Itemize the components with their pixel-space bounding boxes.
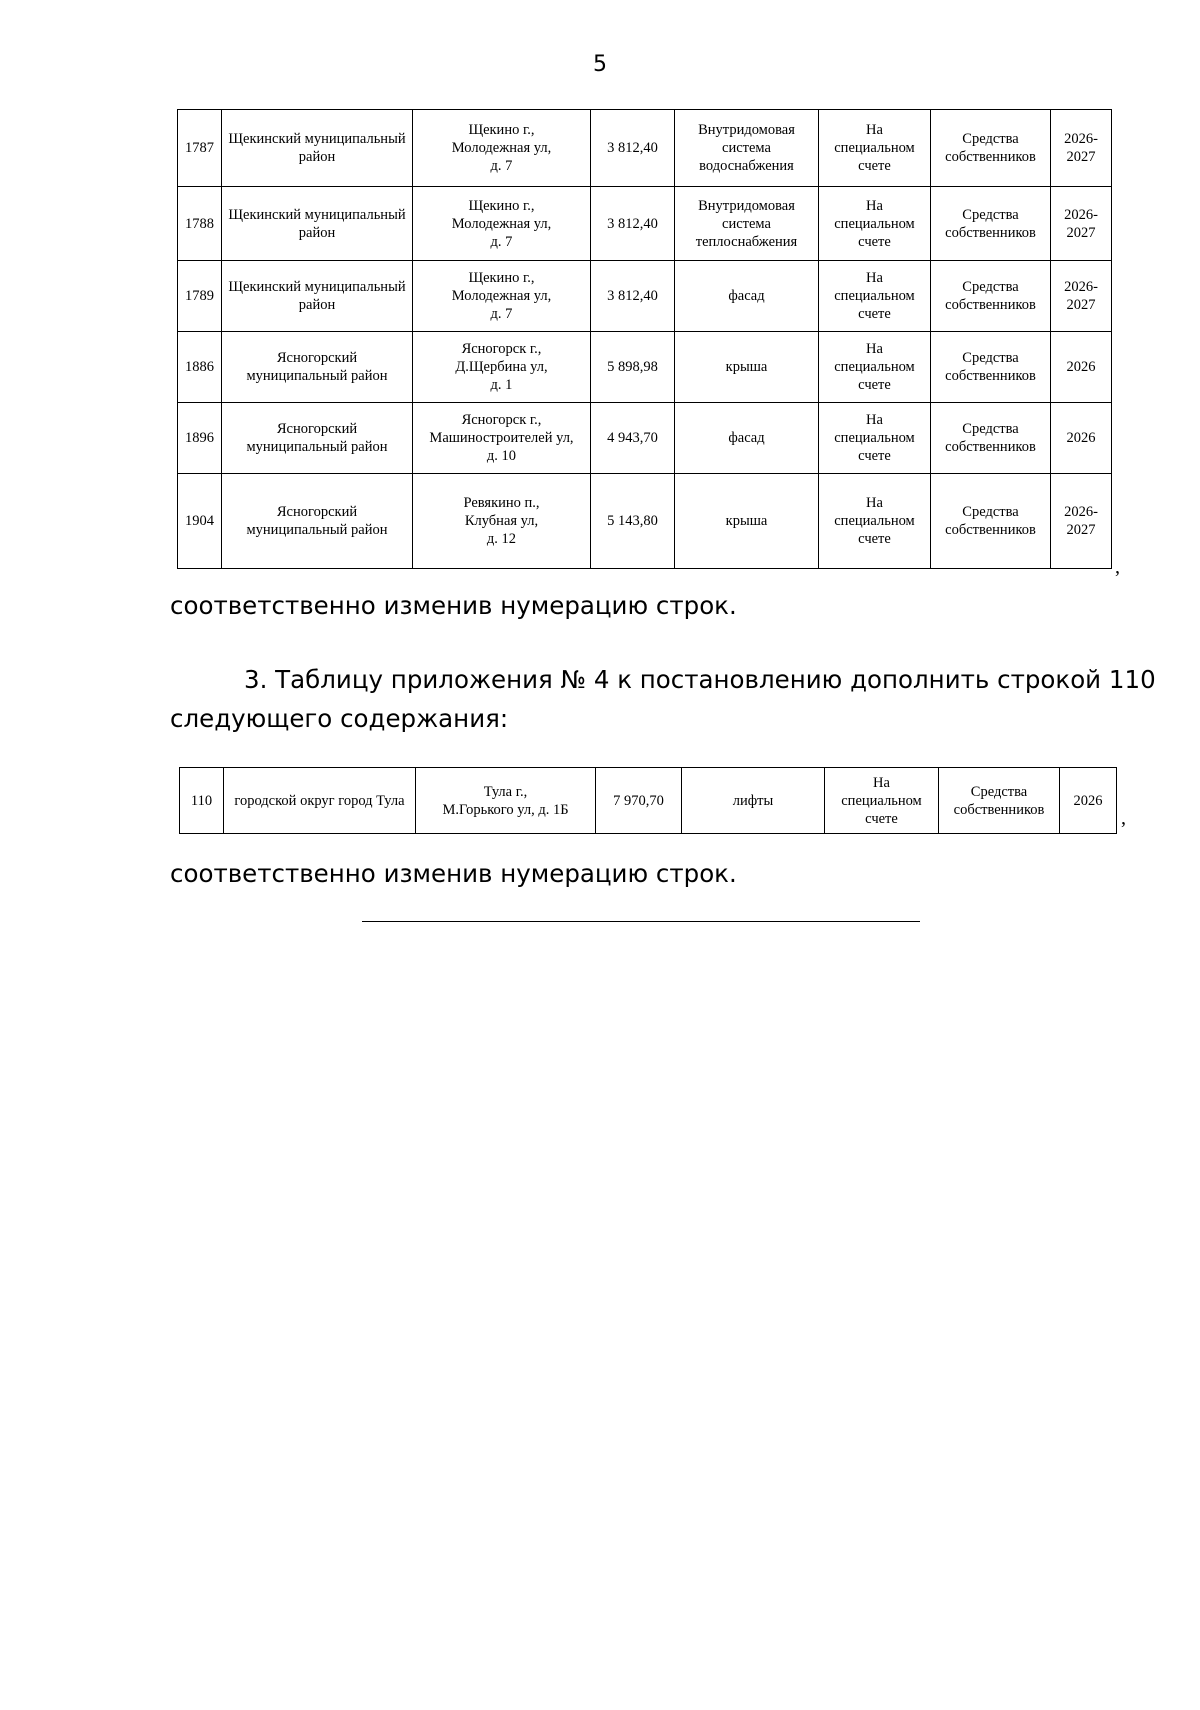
work-type-cell-line: фасад <box>728 288 765 304</box>
account-cell-line: счете <box>858 158 891 174</box>
funding-cell <box>931 332 1051 403</box>
account-cell-line: На <box>873 774 890 791</box>
funding-cell-line: Средства <box>962 421 1019 437</box>
address-cell-line: Ясногорск г., <box>461 341 542 357</box>
district-cell: Щекинский муниципальный район <box>222 187 413 261</box>
account-cell-line: счете <box>858 377 891 393</box>
address-cell-line: д. 7 <box>490 306 513 322</box>
area-cell: 3 812,40 <box>591 187 675 261</box>
address-cell-line: д. 10 <box>486 448 517 464</box>
table-row <box>178 261 1112 332</box>
work-type-cell-line: крыша <box>725 513 768 529</box>
text-after-table-2: соответственно изменив нумерацию строк. <box>170 859 737 888</box>
table-1 <box>177 109 1112 569</box>
funding-cell-line: собственников <box>953 801 1045 818</box>
text-after-table-1: соответственно изменив нумерацию строк. <box>170 591 737 620</box>
funding-cell <box>931 474 1051 569</box>
table-row <box>178 403 1112 474</box>
district-cell: Ясногорский муниципальный район <box>222 474 413 569</box>
table-row <box>178 332 1112 403</box>
address-cell-line: Д.Щербина ул, <box>455 359 548 375</box>
work-type-cell <box>675 332 819 403</box>
work-type-cell <box>675 110 819 187</box>
address-cell <box>413 332 591 403</box>
funding-cell <box>931 261 1051 332</box>
years-cell-line: 2027 <box>1066 224 1096 241</box>
account-cell-line: специальном <box>834 430 915 446</box>
address-cell <box>413 261 591 332</box>
account-cell-line: счете <box>858 531 891 547</box>
work-type-cell-line: лифты <box>732 792 774 809</box>
area-cell: 4 943,70 <box>591 403 675 474</box>
address-cell-line: Ясногорск г., <box>461 412 542 428</box>
table-2-trailing-comma: , <box>1121 807 1126 829</box>
district-cell: Ясногорский муниципальный район <box>222 403 413 474</box>
funding-cell-line: собственников <box>945 224 1036 241</box>
address-cell-line: д. 1 <box>490 377 513 393</box>
account-cell-line: специальном <box>834 359 915 375</box>
funding-cell-line: собственников <box>945 522 1036 538</box>
address-cell-line: д. 7 <box>490 158 513 174</box>
account-cell-line: счете <box>858 448 891 464</box>
funding-cell <box>931 403 1051 474</box>
closing-rule <box>362 921 920 922</box>
work-type-cell <box>675 261 819 332</box>
years-cell-line: 2027 <box>1066 297 1096 313</box>
address-cell <box>413 403 591 474</box>
address-cell-line: Тула г., <box>483 783 528 800</box>
address-cell-line: Молодежная ул, <box>451 288 552 304</box>
account-cell <box>819 403 931 474</box>
table-row <box>178 474 1112 569</box>
years-cell <box>1051 332 1112 403</box>
work-type-cell-line: Внутридомовая <box>698 197 795 214</box>
funding-cell-line: собственников <box>945 149 1036 165</box>
funding-cell-line: Средства <box>962 206 1019 223</box>
work-type-cell <box>675 403 819 474</box>
row-number-cell: 1904 <box>178 474 222 569</box>
table-row <box>180 768 1117 834</box>
funding-cell-line: собственников <box>945 368 1036 384</box>
account-cell-line: счете <box>865 810 898 827</box>
years-cell-line: 2026 <box>1066 359 1096 375</box>
address-cell-line: Щекино г., <box>468 270 535 286</box>
account-cell-line: специальном <box>841 792 922 809</box>
years-cell <box>1051 187 1112 261</box>
address-cell <box>413 110 591 187</box>
row-number-cell: 1789 <box>178 261 222 332</box>
years-cell-line: 2027 <box>1066 522 1096 538</box>
account-cell-line: На <box>866 341 883 357</box>
account-cell-line: специальном <box>834 288 915 304</box>
work-type-cell <box>675 474 819 569</box>
area-cell: 3 812,40 <box>591 261 675 332</box>
account-cell-line: На <box>866 412 883 428</box>
account-cell-line: счете <box>858 306 891 322</box>
years-cell-line: 2026- <box>1064 131 1098 147</box>
address-cell-line: Щекино г., <box>468 122 535 138</box>
account-cell <box>819 110 931 187</box>
account-cell <box>819 474 931 569</box>
funding-cell-line: собственников <box>945 297 1036 313</box>
area-cell: 5 143,80 <box>591 474 675 569</box>
years-cell-line: 2026- <box>1064 279 1098 295</box>
table-row <box>178 110 1112 187</box>
funding-cell-line: Средства <box>962 350 1019 366</box>
account-cell-line: специальном <box>834 513 915 529</box>
account-cell <box>825 768 939 834</box>
funding-cell <box>939 768 1060 834</box>
area-cell: 7 970,70 <box>596 768 682 834</box>
work-type-cell-line: водоснабжения <box>699 158 794 174</box>
table-2 <box>179 767 1117 834</box>
account-cell-line: На <box>866 122 883 138</box>
address-cell-line: Ревякино п., <box>463 495 540 511</box>
work-type-cell <box>675 187 819 261</box>
address-cell-line: д. 12 <box>486 531 517 547</box>
years-cell <box>1051 261 1112 332</box>
account-cell-line: На <box>866 270 883 286</box>
account-cell-line: счете <box>858 233 891 250</box>
paragraph-3-line-1: 3. Таблицу приложения № 4 к постановлению дополнить строкой 110 <box>244 665 1156 694</box>
address-cell-line: д. 7 <box>490 233 513 250</box>
funding-cell-line: Средства <box>962 504 1019 520</box>
work-type-cell-line: крыша <box>725 359 768 375</box>
years-cell <box>1051 403 1112 474</box>
paragraph-3-line-2: следующего содержания: <box>170 704 509 733</box>
district-cell: городской округ город Тула <box>224 768 416 834</box>
years-cell-line: 2026 <box>1066 430 1096 446</box>
district-cell: Щекинский муниципальный район <box>222 110 413 187</box>
funding-cell-line: Средства <box>962 279 1019 295</box>
work-type-cell-line: система <box>722 215 771 232</box>
account-cell <box>819 187 931 261</box>
address-cell-line: Клубная ул, <box>464 513 539 529</box>
row-number-cell: 1896 <box>178 403 222 474</box>
funding-cell-line: собственников <box>945 439 1036 455</box>
address-cell <box>416 768 596 834</box>
years-cell <box>1051 110 1112 187</box>
account-cell-line: На <box>866 197 883 214</box>
work-type-cell-line: теплоснабжения <box>695 233 798 250</box>
account-cell <box>819 261 931 332</box>
district-cell: Щекинский муниципальный район <box>222 261 413 332</box>
work-type-cell <box>682 768 825 834</box>
funding-cell-line: Средства <box>962 131 1019 147</box>
work-type-cell-line: Внутридомовая <box>698 122 795 138</box>
funding-cell <box>931 110 1051 187</box>
work-type-cell-line: фасад <box>728 430 765 446</box>
years-cell <box>1051 474 1112 569</box>
row-number-cell: 1886 <box>178 332 222 403</box>
address-cell-line: Машиностроителей ул, <box>429 430 574 446</box>
address-cell-line: М.Горького ул, д. 1Б <box>442 801 569 818</box>
address-cell-line: Щекино г., <box>468 197 535 214</box>
row-number-cell: 1788 <box>178 187 222 261</box>
account-cell-line: специальном <box>834 215 915 232</box>
table-1-trailing-comma: , <box>1115 556 1120 578</box>
district-cell: Ясногорский муниципальный район <box>222 332 413 403</box>
row-number-cell: 110 <box>180 768 224 834</box>
address-cell-line: Молодежная ул, <box>451 215 552 232</box>
years-cell-line: 2026- <box>1064 504 1098 520</box>
row-number-cell: 1787 <box>178 110 222 187</box>
address-cell <box>413 474 591 569</box>
years-cell-line: 2026 <box>1073 792 1103 809</box>
years-cell <box>1060 768 1117 834</box>
years-cell-line: 2026- <box>1064 206 1098 223</box>
address-cell-line: Молодежная ул, <box>451 140 552 156</box>
funding-cell <box>931 187 1051 261</box>
years-cell-line: 2027 <box>1066 149 1096 165</box>
account-cell <box>819 332 931 403</box>
address-cell <box>413 187 591 261</box>
page-number: 5 <box>593 52 607 77</box>
area-cell: 5 898,98 <box>591 332 675 403</box>
table-row <box>178 187 1112 261</box>
account-cell-line: На <box>866 495 883 511</box>
area-cell: 3 812,40 <box>591 110 675 187</box>
work-type-cell-line: система <box>722 140 771 156</box>
funding-cell-line: Средства <box>970 783 1028 800</box>
account-cell-line: специальном <box>834 140 915 156</box>
